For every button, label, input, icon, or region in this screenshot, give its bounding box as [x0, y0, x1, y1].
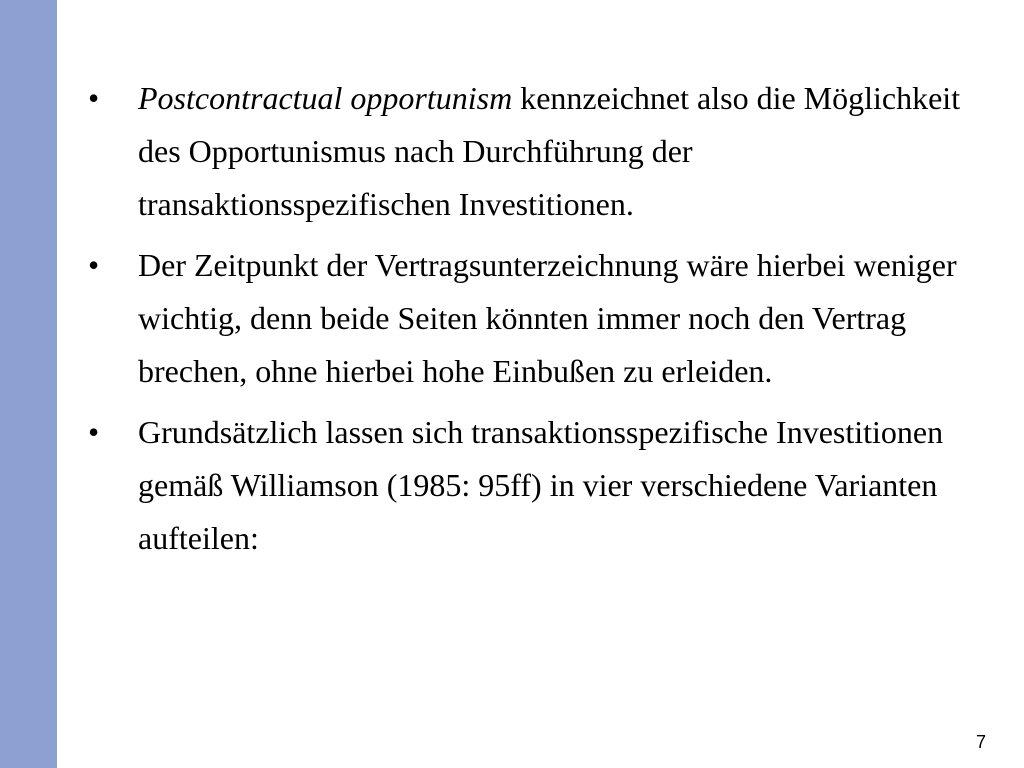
bullet-marker: • — [88, 247, 100, 283]
bullet-list — [88, 72, 988, 573]
side-accent-bar — [0, 0, 57, 768]
bullet-text: kennzeichnet also die Möglichkeit des Opportunismus nach Durchführung der transaktionsspezifischen Investitionen. — [138, 80, 961, 222]
bullet-text: Grundsätzlich lassen sich transaktionsspezifische Investitionen gemäß Williamson (1985: 95ff) in vier verschiedene Varianten aufteilen: — [138, 414, 944, 556]
bullet-item-1 — [88, 72, 988, 231]
bullet-item-2 — [88, 239, 988, 398]
bullet-item-3 — [88, 406, 988, 565]
bullet-marker: • — [88, 414, 100, 450]
bullet-text: Der Zeitpunkt der Vertragsunterzeichnung wäre hierbei weniger wichtig, denn beide Seiten könnten immer noch den Vertrag brechen, ohne hierbei hohe Einbußen zu erleiden. — [138, 247, 957, 389]
bullet-emphasis-text: Postcontractual opportunism — [138, 80, 513, 116]
bullet-marker: • — [88, 80, 100, 116]
page-number: 7 — [975, 732, 986, 752]
